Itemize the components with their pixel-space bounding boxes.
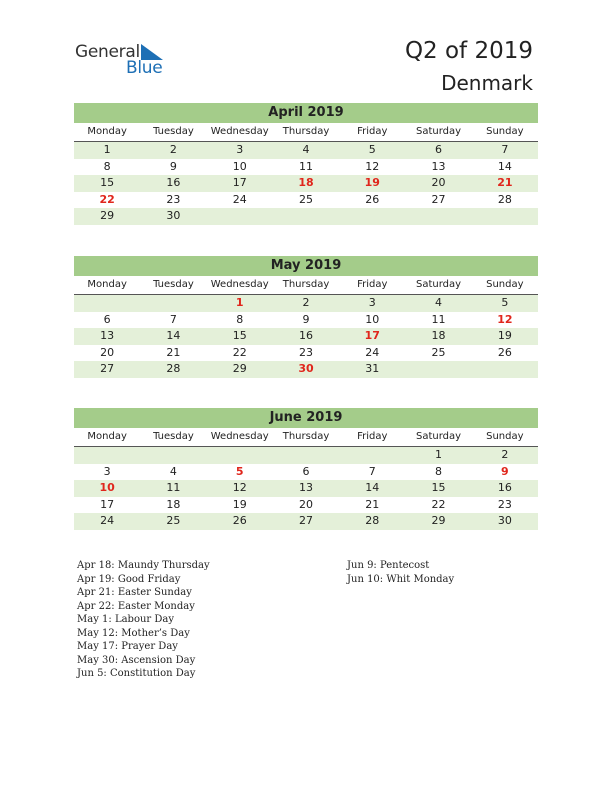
weekday-label: Monday: [74, 123, 140, 142]
weekday-label: Sunday: [472, 276, 538, 295]
day-cell: 16: [273, 328, 339, 345]
calendar-grid: [74, 123, 538, 225]
empty-day-cell: [472, 208, 538, 225]
day-cell: 11: [298, 159, 313, 173]
day-cell: 3: [339, 295, 405, 312]
day-cell: 12: [365, 159, 380, 173]
day-cell: 14: [339, 480, 405, 497]
day-cell: 19: [339, 175, 405, 192]
holiday-note: May 1: Labour Day: [77, 614, 174, 625]
day-cell: 29: [74, 208, 140, 225]
day-cell: 5: [472, 295, 538, 312]
weekday-label: Saturday: [405, 428, 471, 447]
month-title: May 2019: [74, 256, 538, 276]
day-cell: 6: [103, 312, 111, 326]
day-cell: 27: [431, 192, 446, 206]
day-cell: 6: [302, 464, 310, 478]
day-cell: 22: [232, 345, 247, 359]
week-row: [74, 175, 538, 192]
day-cell: 7: [368, 464, 376, 478]
day-cell: 23: [497, 497, 512, 511]
day-cell: 30: [472, 513, 538, 530]
country-name: Denmark: [441, 71, 533, 95]
day-cell: 8: [435, 464, 443, 478]
holiday-notes-right: [347, 559, 454, 586]
day-cell: 26: [497, 345, 512, 359]
weekday-label: Monday: [74, 428, 140, 447]
day-cell: 4: [273, 142, 339, 159]
day-cell: 22: [431, 497, 446, 511]
day-cell: 10: [74, 480, 140, 497]
day-cell: 17: [100, 497, 115, 511]
day-cell: 25: [431, 345, 446, 359]
week-row: [74, 345, 538, 362]
day-cell: 26: [207, 513, 273, 530]
day-cell: 20: [100, 345, 115, 359]
holiday-note: May 30: Ascension Day: [77, 654, 196, 666]
day-cell: 20: [298, 497, 313, 511]
week-row: [74, 192, 538, 209]
day-cell: 27: [273, 513, 339, 530]
day-cell: 18: [273, 175, 339, 192]
day-cell: 21: [472, 175, 538, 192]
week-row: [74, 159, 538, 176]
weekday-label: Thursday: [273, 123, 339, 142]
day-cell: 24: [74, 513, 140, 530]
holiday-note: Jun 5: Constitution Day: [77, 668, 196, 679]
holiday-note: Apr 21: Easter Sunday: [77, 587, 192, 598]
weekday-label: Sunday: [472, 428, 538, 447]
week-row: [74, 464, 538, 481]
day-cell: 22: [99, 192, 115, 206]
day-cell: 11: [431, 312, 446, 326]
week-row: [74, 447, 538, 464]
day-cell: 24: [365, 345, 380, 359]
empty-day-cell: [74, 295, 140, 312]
day-cell: 31: [339, 361, 405, 378]
month-calendar-june: [74, 408, 538, 530]
weekday-label: Tuesday: [140, 428, 206, 447]
day-cell: 25: [140, 513, 206, 530]
day-cell: 12: [497, 312, 513, 326]
day-cell: 27: [74, 361, 140, 378]
weekday-label: Saturday: [405, 123, 471, 142]
logo-text-general: General: [75, 42, 140, 62]
day-cell: 5: [339, 142, 405, 159]
weekday-label: Wednesday: [207, 428, 273, 447]
holiday-note: Apr 22: Easter Monday: [77, 600, 195, 612]
day-cell: 9: [501, 464, 509, 478]
day-cell: 19: [472, 328, 538, 345]
empty-day-cell: [140, 447, 206, 464]
empty-day-cell: [339, 208, 405, 225]
empty-day-cell: [207, 208, 273, 225]
day-cell: 2: [273, 295, 339, 312]
day-cell: 21: [166, 345, 181, 359]
empty-day-cell: [273, 208, 339, 225]
day-cell: 3: [103, 464, 111, 478]
weekday-label: Wednesday: [207, 123, 273, 142]
day-cell: 2: [140, 142, 206, 159]
day-cell: 13: [431, 159, 446, 173]
day-cell: 10: [232, 159, 247, 173]
day-cell: 14: [140, 328, 206, 345]
day-cell: 15: [405, 480, 471, 497]
day-cell: 10: [365, 312, 380, 326]
month-title: April 2019: [74, 103, 538, 123]
month-title: June 2019: [74, 408, 538, 428]
week-row: [74, 497, 538, 514]
empty-day-cell: [405, 361, 471, 378]
day-cell: 18: [166, 497, 181, 511]
holiday-note: Jun 10: Whit Monday: [347, 573, 455, 585]
logo: [75, 42, 185, 78]
week-row: [74, 480, 538, 497]
weekday-label: Wednesday: [207, 276, 273, 295]
empty-day-cell: [207, 447, 273, 464]
day-cell: 29: [207, 361, 273, 378]
day-cell: 18: [405, 328, 471, 345]
day-cell: 15: [207, 328, 273, 345]
day-cell: 5: [235, 464, 244, 478]
day-cell: 9: [169, 159, 177, 173]
day-cell: 4: [169, 464, 177, 478]
month-calendar-may: [74, 256, 538, 378]
day-cell: 17: [207, 175, 273, 192]
day-cell: 23: [166, 192, 181, 206]
weekday-label: Friday: [339, 428, 405, 447]
day-cell: 1: [74, 142, 140, 159]
day-cell: 15: [74, 175, 140, 192]
week-row: [74, 295, 538, 312]
weekday-header-row: [74, 428, 538, 447]
day-cell: 13: [74, 328, 140, 345]
day-cell: 30: [273, 361, 339, 378]
day-cell: 25: [298, 192, 313, 206]
weekday-label: Saturday: [405, 276, 471, 295]
day-cell: 20: [405, 175, 471, 192]
calendar-grid: [74, 276, 538, 378]
holiday-note: Jun 9: Pentecost: [347, 560, 430, 571]
weekday-label: Tuesday: [140, 276, 206, 295]
week-row: [74, 208, 538, 225]
day-cell: 29: [405, 513, 471, 530]
day-cell: 8: [103, 159, 111, 173]
week-row: [74, 312, 538, 329]
page-title: Q2 of 2019: [404, 38, 533, 64]
empty-day-cell: [405, 208, 471, 225]
day-cell: 1: [207, 295, 273, 312]
empty-day-cell: [273, 447, 339, 464]
empty-day-cell: [74, 447, 140, 464]
week-row: [74, 142, 538, 159]
weekday-label: Tuesday: [140, 123, 206, 142]
week-row: [74, 513, 538, 530]
holiday-note: May 12: Mother’s Day: [77, 627, 190, 639]
day-cell: 1: [405, 447, 471, 464]
holiday-note: Apr 18: Maundy Thursday: [77, 560, 210, 571]
day-cell: 7: [472, 142, 538, 159]
day-cell: 2: [472, 447, 538, 464]
day-cell: 30: [140, 208, 206, 225]
day-cell: 28: [140, 361, 206, 378]
day-cell: 28: [339, 513, 405, 530]
day-cell: 21: [365, 497, 380, 511]
empty-day-cell: [339, 447, 405, 464]
day-cell: 7: [169, 312, 177, 326]
month-calendar-april: [74, 103, 538, 225]
day-cell: 14: [497, 159, 512, 173]
holiday-note: Apr 19: Good Friday: [77, 573, 181, 585]
weekday-label: Thursday: [273, 428, 339, 447]
empty-day-cell: [140, 295, 206, 312]
weekday-label: Sunday: [472, 123, 538, 142]
day-cell: 6: [405, 142, 471, 159]
holiday-notes-left: [77, 559, 210, 681]
empty-day-cell: [472, 361, 538, 378]
day-cell: 16: [472, 480, 538, 497]
day-cell: 19: [232, 497, 247, 511]
holiday-note: May 17: Prayer Day: [77, 641, 178, 652]
week-row: [74, 361, 538, 378]
weekday-header-row: [74, 123, 538, 142]
day-cell: 11: [140, 480, 206, 497]
day-cell: 9: [302, 312, 310, 326]
day-cell: 3: [207, 142, 273, 159]
day-cell: 4: [405, 295, 471, 312]
day-cell: 17: [339, 328, 405, 345]
week-row: [74, 328, 538, 345]
calendar-grid: [74, 428, 538, 530]
weekday-label: Friday: [339, 276, 405, 295]
day-cell: 28: [497, 192, 512, 206]
day-cell: 13: [273, 480, 339, 497]
day-cell: 26: [365, 192, 380, 206]
day-cell: 8: [236, 312, 244, 326]
day-cell: 24: [232, 192, 247, 206]
weekday-header-row: [74, 276, 538, 295]
day-cell: 16: [140, 175, 206, 192]
weekday-label: Monday: [74, 276, 140, 295]
day-cell: 12: [207, 480, 273, 497]
logo-text-blue: Blue: [126, 58, 163, 78]
weekday-label: Thursday: [273, 276, 339, 295]
weekday-label: Friday: [339, 123, 405, 142]
day-cell: 23: [298, 345, 313, 359]
